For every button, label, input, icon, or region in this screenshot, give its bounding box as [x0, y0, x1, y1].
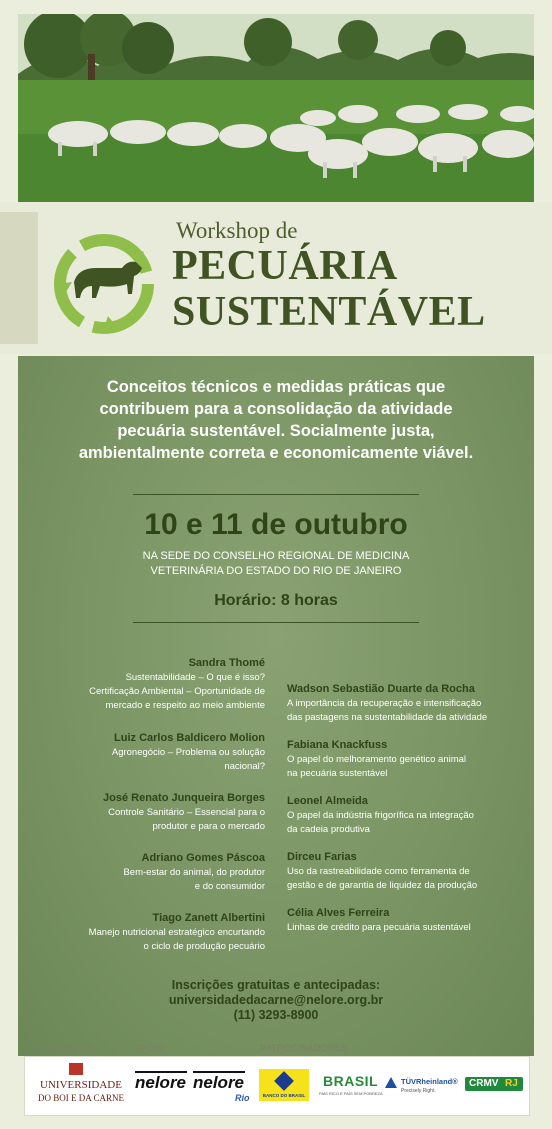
talk-line: Agronegócio – Problema ou solução: [111, 747, 265, 758]
talk-line: Sustentabilidade – O que é isso?: [125, 672, 265, 683]
patrocinadores-label: PATROCINADORES:: [260, 1043, 351, 1053]
speaker-name: Dirceu Farias: [287, 851, 357, 863]
talk-line: O papel da indústria frigorífica na integração: [287, 810, 474, 821]
speaker-name: Tiago Zanett Albertini: [152, 912, 265, 924]
title-line-1: PECUÁRIA: [172, 243, 398, 289]
event-time: Horário: 8 horas: [214, 592, 338, 609]
registration-email[interactable]: universidadedacarne@nelore.org.br: [168, 993, 384, 1007]
talk-line: da cadeia produtiva: [287, 824, 370, 835]
speaker-block: [287, 794, 527, 837]
sponsor-strip: [24, 1056, 530, 1116]
apoio-label: APOIO:: [134, 1043, 167, 1053]
speaker-block: [35, 731, 265, 774]
recycle-cattle-logo-icon: [52, 232, 156, 336]
intro-line: Conceitos técnicos e medidas práticas que: [106, 378, 446, 396]
speaker-name: Leonel Almeida: [287, 795, 368, 807]
speaker-block: [287, 738, 527, 781]
title-band-accent: [0, 212, 38, 344]
talk-line: o ciclo de produção pecuário: [143, 941, 265, 952]
talk-line: mercado e respeito ao meio ambiente: [105, 700, 265, 711]
speaker-block: [35, 791, 265, 834]
registration-info: [0, 978, 552, 1023]
speaker-block: [35, 656, 265, 713]
university-crest-icon: [69, 1063, 83, 1075]
realizacao-label: REALIZAÇÃO:: [34, 1043, 97, 1053]
university-logo-line-2: DO BOI E DA CARNE: [37, 1093, 124, 1103]
banco-do-brasil-icon: [274, 1071, 294, 1091]
talk-line: Linhas de crédito para pecuária sustentável: [287, 922, 471, 933]
tuv-logo: TÜVRheinland®: [401, 1077, 458, 1086]
talk-line: Manejo nutricional estratégico encurtando: [88, 927, 265, 938]
talk-line: O papel do melhoramento genético animal: [287, 754, 467, 765]
venue-line-2: VETERINÁRIA DO ESTADO DO RIO DE JANEIRO: [150, 565, 402, 577]
crmv-rj-label: RJ: [505, 1078, 518, 1089]
speaker-block: [287, 850, 527, 893]
speaker-block: [287, 682, 527, 725]
nelore-rio-suffix: Rio: [235, 1093, 250, 1103]
talk-line: nacional?: [224, 761, 265, 772]
speaker-name: Wadson Sebastião Duarte da Rocha: [287, 683, 475, 695]
intro-line: pecuária sustentável. Socialmente justa,: [117, 422, 435, 440]
banco-do-brasil-logo: [259, 1069, 309, 1101]
intro-line: ambientalmente correta e economicamente viável.: [78, 444, 474, 462]
speaker-name: Adriano Gomes Páscoa: [141, 852, 265, 864]
tuv-slogan: Precisely Right.: [401, 1088, 436, 1094]
registration-phone: (11) 3293-8900: [233, 1008, 319, 1022]
cattle-photo: [18, 14, 534, 202]
speaker-name: Luiz Carlos Baldicero Molion: [114, 732, 265, 744]
crmv-label: CRMV: [469, 1078, 499, 1089]
speaker-name: Célia Alves Ferreira: [287, 907, 390, 919]
venue-line-1: NA SEDE DO CONSELHO REGIONAL DE MEDICINA: [142, 550, 410, 562]
speaker-block: [287, 906, 527, 935]
workshop-label: Workshop de: [176, 218, 298, 243]
talk-line: Controle Sanitário – Essencial para o: [108, 807, 265, 818]
banco-do-brasil-label: BANCO DO BRASIL: [262, 1093, 306, 1098]
crmv-rj-logo: [465, 1077, 523, 1091]
intro-text: [40, 376, 512, 464]
talk-line: das pastagens na sustentabilidade da atividade: [287, 712, 488, 723]
speaker-block: [35, 911, 265, 954]
talk-line: Bem-estar do animal, do produtor: [123, 867, 265, 878]
talk-line: Certificação Ambiental – Oportunidade de: [89, 686, 265, 697]
nelore-rio-logo: nelore: [193, 1073, 245, 1092]
brasil-gov-logo: BRASIL: [323, 1073, 379, 1089]
university-logo-line-1: UNIVERSIDADE: [40, 1079, 122, 1091]
speaker-name: José Renato Junqueira Borges: [103, 792, 265, 804]
talk-line: e do consumidor: [194, 881, 265, 892]
talk-line: gestão e de garantia de liquidez da produção: [287, 880, 478, 891]
event-date: 10 e 11 de outubro: [144, 508, 408, 541]
tuv-triangle-icon: [385, 1077, 397, 1088]
brasil-gov-slogan: PAÍS RICO É PAÍS SEM POBREZA: [319, 1091, 383, 1096]
divider-top: [133, 494, 419, 495]
speaker-name: Sandra Thomé: [188, 657, 265, 669]
intro-line: contribuem para a consolidação da atividade: [99, 400, 453, 418]
talk-line: A importância da recuperação e intensificação: [287, 698, 482, 709]
talk-line: na pecuária sustentável: [287, 768, 388, 779]
title-line-2: SUSTENTÁVEL: [172, 289, 486, 335]
event-venue: [0, 549, 552, 579]
talk-line: Uso da rastreabilidade como ferramenta de: [287, 866, 470, 877]
divider-bottom: [133, 622, 419, 623]
speaker-block: [35, 851, 265, 894]
nelore-logo: nelore: [135, 1073, 187, 1092]
speaker-name: Fabiana Knackfuss: [287, 739, 388, 751]
registration-label: Inscrições gratuitas e antecipadas:: [171, 978, 381, 992]
talk-line: produtor e para o mercado: [152, 821, 265, 832]
